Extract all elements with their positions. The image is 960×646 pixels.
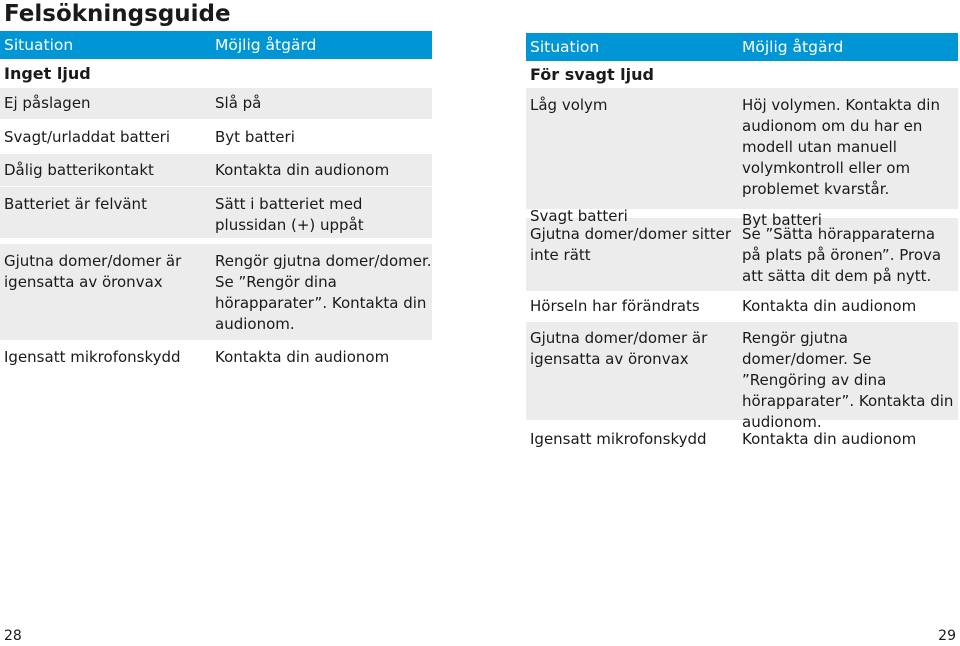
situation-cell: Gjutna domer/domer är igensatta av öronvax [4,252,182,291]
table-row [0,244,432,340]
header-situation: Situation [530,38,600,56]
situation-cell: Gjutna domer/domer sitter inte rätt [530,225,732,264]
situation-cell: Igensatt mikrofonskydd [4,348,181,366]
situation-cell: Gjutna domer/domer är igensatta av öronvax [530,329,708,368]
table-header [0,31,432,59]
table-row [742,210,958,231]
table-header [526,33,958,61]
action-column [742,95,958,209]
page-number-left: 28 [4,628,22,644]
action-cell: Kontakta din audionom [215,160,390,179]
table-row [0,120,432,154]
table-row [0,154,432,187]
action-cell: Byt batteri [742,211,822,229]
action-cell: Kontakta din audionom [742,430,917,448]
troubleshooting-table-weak-sound [526,33,958,460]
table-row [0,340,432,380]
action-cell: Sätt i batteriet med plussidan (+) uppåt [215,195,364,234]
troubleshooting-table-no-sound [0,31,432,380]
action-cell: Rengör gjutna domer/domer. Se ”Rengöring av dina hörapparater”. Kontakta din audionom. [742,329,954,431]
table-row [0,187,432,238]
header-situation: Situation [4,36,74,54]
situation-cell: Svagt batteri [530,207,628,225]
header-action: Möjlig åtgärd [215,36,317,54]
section-heading: För svagt ljud [530,65,654,84]
situation-cell: Ej påslagen [4,94,91,112]
situation-cell: Hörseln har förändrats [530,297,700,315]
table-row [526,291,958,322]
action-cell: Kontakta din audionom [215,348,390,366]
action-cell: Rengör gjutna domer/domer. Se ”Rengör dina hörapparater”. Kontakta din audionom. [215,252,432,333]
situation-cell: Låg volym [530,96,608,114]
action-cell: Kontakta din audionom [742,297,917,315]
situation-cell: Igensatt mikrofonskydd [530,430,707,448]
situation-cell: Batteriet är felvänt [4,195,147,213]
header-action: Möjlig åtgärd [742,38,844,56]
action-cell: Se ”Sätta hörapparaterna på plats på öronen”. Prova att sätta dit dem på nytt. [742,225,942,285]
table-row [0,88,432,120]
section-heading: Inget ljud [4,64,91,83]
action-cell: Byt batteri [215,127,295,146]
action-cell: Slå på [215,94,262,112]
situation-cell: Dålig batterikontakt [4,160,154,179]
action-cell: Höj volymen. Kontakta din audionom om du har en modell utan manuell volymkontroll eller om problemet kvarstår. [742,96,940,198]
situation-column [526,95,742,225]
page-title: Felsökningsguide [4,1,231,27]
page-number-right: 29 [938,628,956,644]
table-row [526,322,958,431]
situation-cell: Svagt/urladdat batteri [4,127,171,146]
